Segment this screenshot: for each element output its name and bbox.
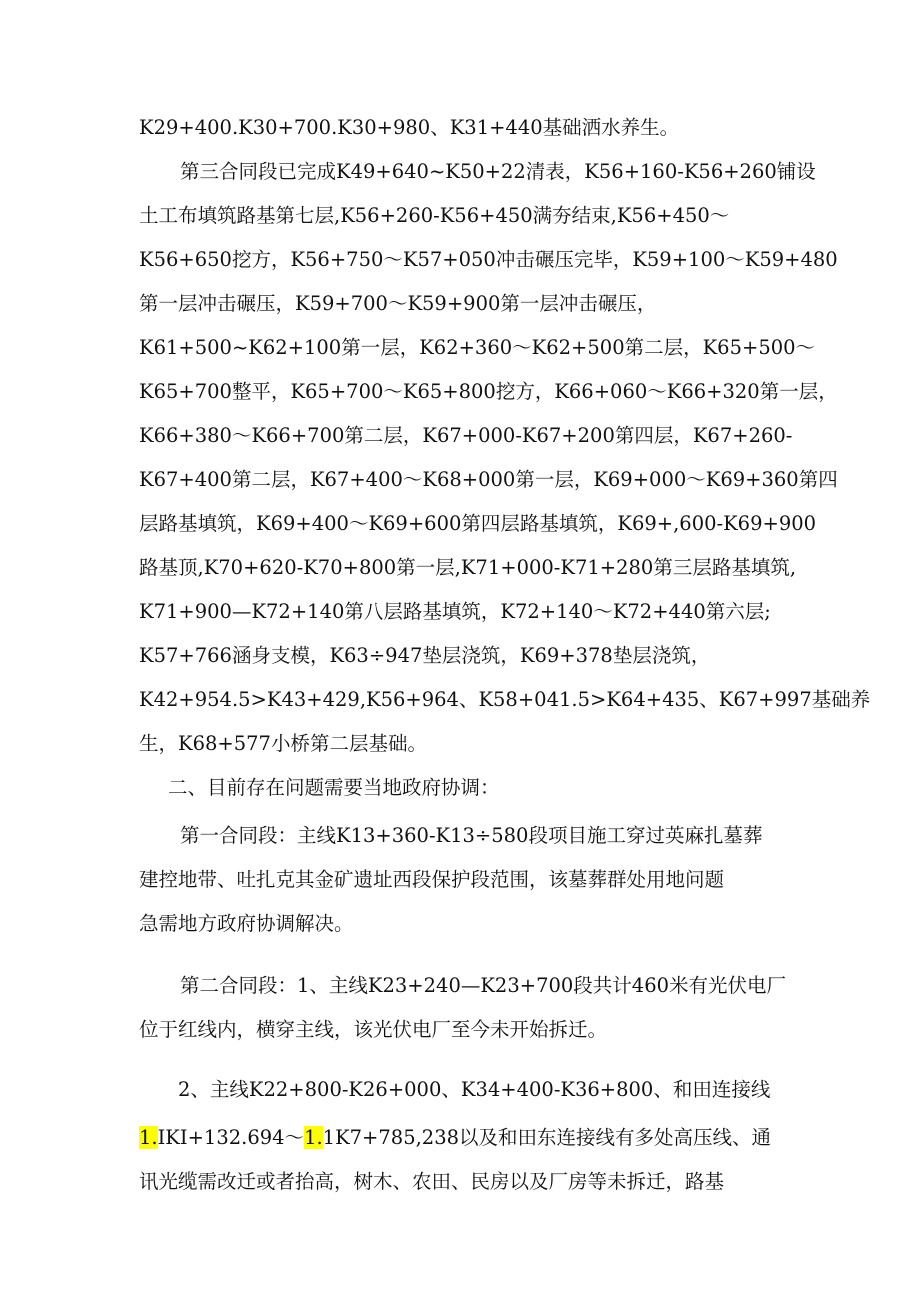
paragraph-line: 第一层冲击碾压，K59+700～K59+900第一层冲击碾压， xyxy=(139,292,657,315)
paragraph-line-highlighted xyxy=(139,1124,771,1152)
paragraph-line: 讯光缆需改迁或者抬高，树木、农田、民房以及厂房等未拆迁，路基 xyxy=(139,1170,725,1193)
paragraph-line: K65+700整平，K65+700～K65+800挖方，K66+060～K66+320第一层， xyxy=(139,380,838,403)
paragraph-line: K66+380～K66+700第二层，K67+000-K67+200第四层，K67+260- xyxy=(139,424,793,447)
paragraph-line: 生，K68+577小桥第二层基础。 xyxy=(139,732,427,755)
paragraph-line: 急需地方政府协调解决。 xyxy=(139,912,354,935)
paragraph-line: K71+900—K72+140第八层路基填筑，K72+140～K72+440第六层; xyxy=(139,600,771,623)
paragraph-line: K42+954.5>K43+429,K56+964、K58+041.5>K64+435、K67+997基础养 xyxy=(139,688,871,711)
paragraph-line: K67+400第二层，K67+400～K68+000第一层，K69+000～K69+360第四 xyxy=(139,468,838,491)
paragraph-line: K61+500~K62+100第一层，K62+360～K62+500第二层，K65+500～ xyxy=(139,336,816,359)
paragraph-line: K56+650挖方，K56+750～K57+050冲击碾压完毕，K59+100～K59+480 xyxy=(139,248,838,271)
section-heading: 二、目前存在问题需要当地政府协调： xyxy=(168,776,500,799)
text-run: IKI+132.694～ xyxy=(157,1126,305,1149)
highlight-marker: 1. xyxy=(139,1126,158,1149)
paragraph-line: K29+400.K30+700.K30+980、K31+440基础洒水养生。 xyxy=(139,116,680,139)
text-run: 1K7+785,238以及和田东连接线有多处高压线、通 xyxy=(322,1126,772,1149)
paragraph-line: 第三合同段已完成K49+640~K50+22清表，K56+160-K56+260铺设 xyxy=(180,160,816,183)
paragraph-line: 土工布填筑路基第七层,K56+260-K56+450满夯结束,K56+450～ xyxy=(139,204,730,227)
paragraph-line: K57+766涵身支模，K63÷947垫层浇筑，K69+378垫层浇筑， xyxy=(139,644,711,667)
paragraph-line: 层路基填筑，K69+400～K69+600第四层路基填筑，K69+,600-K69+900 xyxy=(139,512,817,535)
paragraph-line: 路基顶,K70+620-K70+800第一层,K71+000-K71+280第三层路基填筑, xyxy=(139,556,797,579)
paragraph-line: 2、主线K22+800-K26+000、K34+400-K36+800、和田连接线 xyxy=(178,1078,771,1101)
paragraph-line: 第二合同段：1、主线K23+240—K23+700段共计460米有光伏电厂 xyxy=(180,974,787,997)
paragraph-line: 建控地带、吐扎克其金矿遗址西段保护段范围，该墓葬群处用地问题 xyxy=(139,868,725,891)
paragraph-line: 位于红线内，横穿主线，该光伏电厂至今未开始拆迁。 xyxy=(139,1018,608,1041)
paragraph-line: 第一合同段：主线K13+360-K13÷580段项目施工穿过英麻扎墓葬 xyxy=(180,824,763,847)
highlight-marker: 1. xyxy=(304,1126,323,1149)
